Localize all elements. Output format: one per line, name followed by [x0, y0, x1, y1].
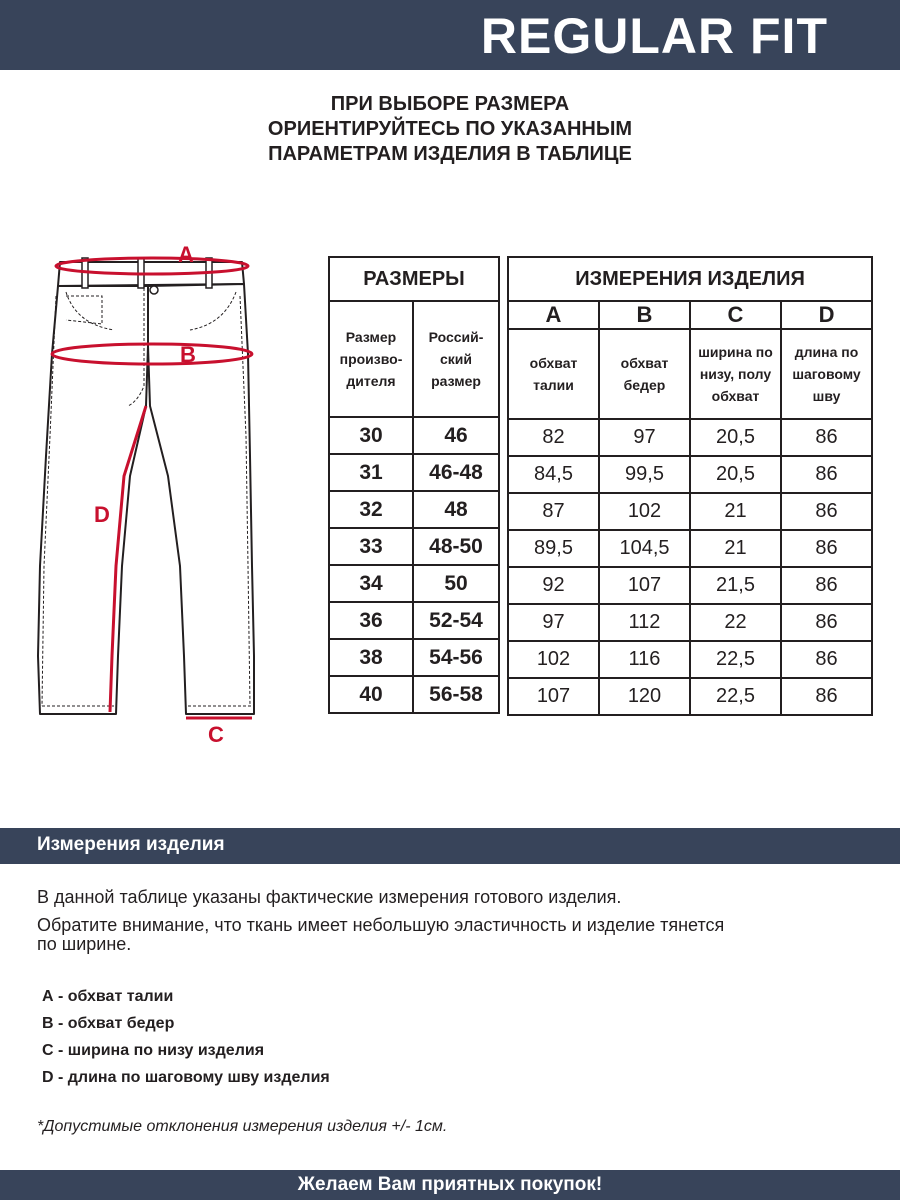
info-paragraph-2-line-1: Обратите внимание, что ткань имеет небольшую эластичность и изделие тянется: [37, 915, 725, 935]
column-desc-c-line-2: низу, полу: [699, 366, 772, 382]
hip-cell: 97: [599, 419, 690, 456]
manufacturer-size-cell: 31: [329, 454, 413, 491]
column-desc-b: [599, 329, 690, 419]
inseam-cell: 86: [781, 493, 872, 530]
russian-size-cell: 50: [413, 565, 499, 602]
inseam-cell: 86: [781, 678, 872, 715]
legend-item-b: В - обхват бедер: [42, 1015, 175, 1032]
manufacturer-size-cell: 32: [329, 491, 413, 528]
column-desc-c: [690, 329, 781, 419]
column-desc-a: [508, 329, 599, 419]
label-c: C: [208, 722, 224, 747]
manufacturer-size-cell: 38: [329, 639, 413, 676]
manufacturer-size-cell: 40: [329, 676, 413, 713]
russian-size-cell: 54-56: [413, 639, 499, 676]
footer-bar: [0, 1170, 900, 1200]
manufacturer-size-header: [329, 301, 413, 417]
hip-cell: 116: [599, 641, 690, 678]
column-desc-c-line-3: обхват: [711, 388, 760, 404]
hip-cell: 102: [599, 493, 690, 530]
hip-cell: 104,5: [599, 530, 690, 567]
table-row: [329, 565, 499, 602]
russian-size-line-1: Россий-: [428, 329, 484, 345]
column-letter-d: D: [781, 301, 872, 329]
size-table-subheader-row: [329, 301, 499, 417]
hem-cell: 21: [690, 493, 781, 530]
size-table-header-row: [329, 257, 499, 301]
hem-cell: 21: [690, 530, 781, 567]
waist-cell: 84,5: [508, 456, 599, 493]
table-row: [329, 676, 499, 713]
fit-title: REGULAR FIT: [480, 8, 828, 64]
heading-line-3: ПАРАМЕТРАМ ИЗДЕЛИЯ В ТАБЛИЦЕ: [268, 143, 632, 165]
waist-cell: 97: [508, 604, 599, 641]
table-row: [508, 530, 872, 567]
russian-size-line-3: размер: [431, 373, 481, 389]
footer-text: Желаем Вам приятных покупок!: [297, 1174, 603, 1195]
hip-cell: 99,5: [599, 456, 690, 493]
inseam-cell: 86: [781, 641, 872, 678]
hem-cell: 22,5: [690, 641, 781, 678]
info-paragraph-2-line-2: по ширине.: [37, 934, 132, 954]
column-desc-a-line-2: талии: [533, 377, 574, 393]
hip-cell: 107: [599, 567, 690, 604]
waist-cell: 92: [508, 567, 599, 604]
table-row: [329, 602, 499, 639]
inseam-cell: 86: [781, 456, 872, 493]
legend-item-c: С - ширина по низу изделия: [42, 1042, 265, 1059]
table-row: [508, 604, 872, 641]
table-row: [508, 641, 872, 678]
section-title: Измерения изделия: [37, 834, 225, 855]
manufacturer-size-cell: 36: [329, 602, 413, 639]
hem-cell: 20,5: [690, 456, 781, 493]
size-table-body: [329, 417, 499, 713]
russian-size-cell: 56-58: [413, 676, 499, 713]
russian-size-header: [413, 301, 499, 417]
manufacturer-size-cell: 34: [329, 565, 413, 602]
table-row: [329, 454, 499, 491]
russian-size-cell: 46: [413, 417, 499, 454]
top-banner: [0, 0, 900, 70]
measurement-table-header: ИЗМЕРЕНИЯ ИЗДЕЛИЯ: [508, 257, 872, 301]
column-letter-a: A: [508, 301, 599, 329]
inseam-cell: 86: [781, 419, 872, 456]
hem-cell: 22: [690, 604, 781, 641]
table-row: [329, 417, 499, 454]
waist-cell: 89,5: [508, 530, 599, 567]
instruction-heading: [0, 92, 900, 167]
column-desc-c-line-1: ширина по: [698, 344, 773, 360]
waist-cell: 87: [508, 493, 599, 530]
button-icon: [150, 286, 158, 294]
legend-item-d: D - длина по шаговому шву изделия: [42, 1069, 330, 1086]
table-row: [329, 639, 499, 676]
russian-size-cell: 52-54: [413, 602, 499, 639]
table-row: [329, 491, 499, 528]
label-a: A: [178, 242, 194, 267]
size-table-header: РАЗМЕРЫ: [329, 257, 499, 301]
russian-size-cell: 46-48: [413, 454, 499, 491]
heading-line-1: ПРИ ВЫБОРЕ РАЗМЕРА: [330, 93, 570, 115]
waist-cell: 102: [508, 641, 599, 678]
inseam-cell: 86: [781, 567, 872, 604]
russian-size-cell: 48-50: [413, 528, 499, 565]
russian-size-line-2: ский: [440, 351, 473, 367]
column-letter-c: C: [690, 301, 781, 329]
russian-size-cell: 48: [413, 491, 499, 528]
hem-cell: 21,5: [690, 567, 781, 604]
hem-cell: 20,5: [690, 419, 781, 456]
hip-cell: 112: [599, 604, 690, 641]
left-leg-outline: [38, 286, 148, 714]
size-table: [328, 256, 500, 714]
table-row: [508, 456, 872, 493]
measurement-table-body: [508, 419, 872, 715]
measurement-letter-row: [508, 301, 872, 329]
column-desc-b-line-2: бедер: [623, 377, 666, 393]
column-letter-b: B: [599, 301, 690, 329]
measurement-description-row: [508, 329, 872, 419]
table-row: [508, 678, 872, 715]
manufacturer-size-cell: 30: [329, 417, 413, 454]
waist-cell: 82: [508, 419, 599, 456]
hip-cell: 120: [599, 678, 690, 715]
column-desc-b-line-1: обхват: [620, 355, 669, 371]
hem-cell: 22,5: [690, 678, 781, 715]
column-desc-d-line-1: длина по: [794, 344, 859, 360]
section-bar: [0, 828, 900, 864]
tolerance-note: *Допустимые отклонения измерения изделия +/- 1см.: [37, 1118, 448, 1135]
inseam-cell: 86: [781, 530, 872, 567]
column-desc-d-line-2: шаговому: [792, 366, 861, 382]
manufacturer-size-line-1: Размер: [345, 329, 397, 345]
info-paragraph-1: В данной таблице указаны фактические измерения готового изделия.: [37, 887, 622, 907]
manufacturer-size-line-3: дителя: [346, 373, 396, 389]
inseam-cell: 86: [781, 604, 872, 641]
table-row: [508, 567, 872, 604]
table-row: [329, 528, 499, 565]
column-desc-d-line-3: шву: [812, 388, 841, 404]
table-row: [508, 493, 872, 530]
waist-cell: 107: [508, 678, 599, 715]
manufacturer-size-line-2: произво-: [339, 351, 403, 367]
label-d: D: [94, 502, 110, 527]
jeans-diagram: [18, 236, 308, 756]
manufacturer-size-cell: 33: [329, 528, 413, 565]
heading-line-2: ОРИЕНТИРУЙТЕСЬ ПО УКАЗАННЫМ: [267, 118, 633, 140]
label-b: B: [180, 342, 196, 367]
legend-item-a: А - обхват талии: [42, 988, 174, 1005]
column-desc-a-line-1: обхват: [529, 355, 578, 371]
measurement-table-header-row: [508, 257, 872, 301]
column-desc-d: [781, 329, 872, 419]
measurement-table: [507, 256, 873, 716]
table-row: [508, 419, 872, 456]
